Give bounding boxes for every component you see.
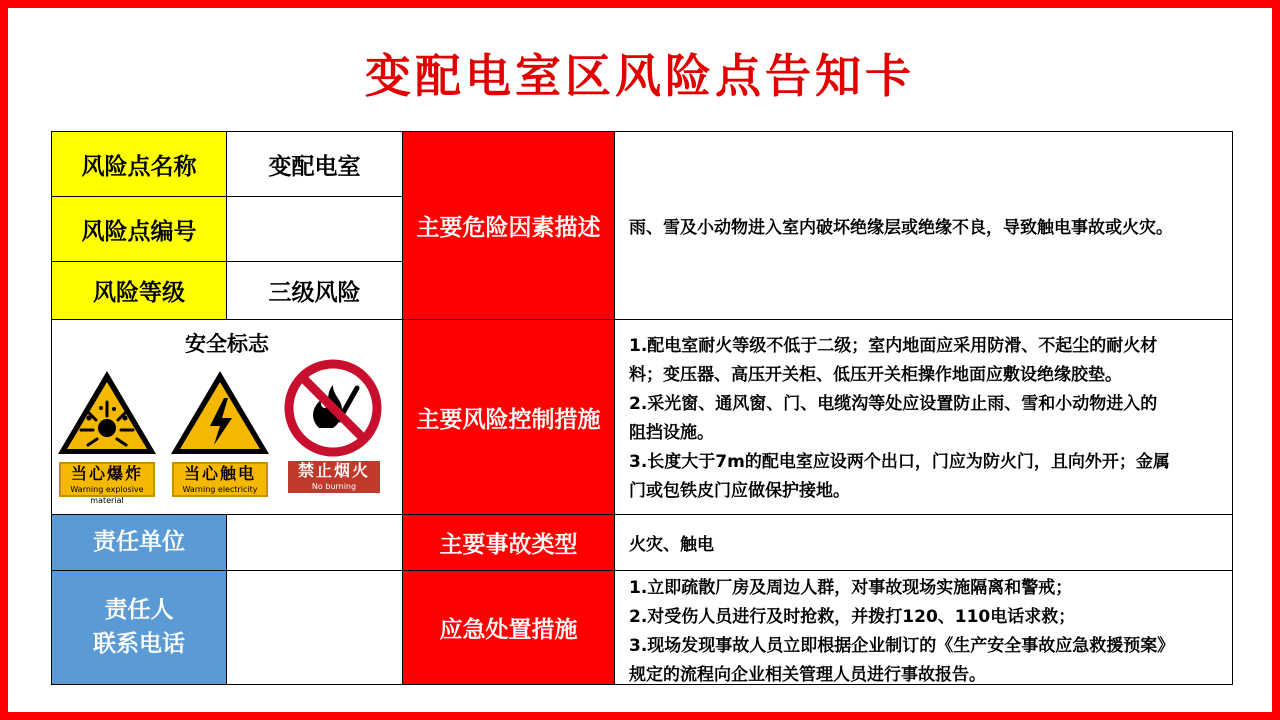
- risk-name-value: 变配电室: [226, 131, 403, 197]
- emergency-label: 应急处置措施: [402, 570, 615, 685]
- contact-value: [226, 570, 403, 685]
- control-label: 主要风险控制措施: [402, 319, 615, 515]
- control-measures: [614, 319, 1233, 515]
- explosion-warning-icon: [55, 368, 159, 458]
- control-line: 料；变压器、高压开关柜、低压开关柜操作地面应敷设绝缘胶垫。: [629, 365, 1122, 385]
- no-burning-icon: [283, 358, 383, 458]
- accident-type-text: 火灾、触电: [614, 514, 1233, 571]
- control-line: 1.配电室耐火等级不低于二级；室内地面应采用防滑、不起尘的耐火材: [629, 336, 1158, 356]
- electricity-sign-label: 当心触电 Warning electricity: [172, 462, 268, 497]
- risk-code-value: [226, 196, 403, 262]
- emergency-line: 3.现场发现事故人员立即根据企业制订的《生产安全事故应急救援预案》: [629, 636, 1175, 656]
- risk-name-label: 风险点名称: [51, 131, 227, 197]
- electric-shock-warning-icon: [168, 368, 272, 458]
- explosion-sign-label: 当心爆炸 Warning explosive material: [59, 462, 155, 497]
- page-title: 变配电室区风险点告知卡: [365, 49, 915, 103]
- hazard-text: 雨、雪及小动物进入室内破坏绝缘层或绝缘不良，导致触电事故或火灾。: [614, 131, 1233, 320]
- contact-label: [51, 570, 227, 685]
- control-line: 3.长度大于7m的配电室应设两个出口，门应为防火门，且向外开；金属: [629, 452, 1170, 472]
- risk-code-label: 风险点编号: [51, 196, 227, 262]
- risk-level-value: 三级风险: [226, 261, 403, 320]
- contact-label-line1: 责任人: [104, 597, 174, 624]
- emergency-line: 2.对受伤人员进行及时抢救，并拨打120、110电话求救；: [629, 607, 1076, 627]
- risk-level-label: 风险等级: [51, 261, 227, 320]
- emergency-line: 1.立即疏散厂房及周边人群，对事故现场实施隔离和警戒；: [629, 578, 1073, 598]
- emergency-measures: [614, 570, 1233, 685]
- responsible-unit-value: [226, 514, 403, 571]
- control-line: 阻挡设施。: [629, 423, 714, 443]
- no-burning-sign-label: 禁止烟火 No burning: [288, 461, 380, 493]
- control-line: 门或包铁皮门应做保护接地。: [629, 481, 850, 501]
- accident-type-label: 主要事故类型: [402, 514, 615, 571]
- emergency-line: 规定的流程向企业相关管理人员进行事故报告。: [629, 665, 986, 685]
- safety-signs-title: 安全标志: [185, 332, 269, 356]
- responsible-unit-label: 责任单位: [51, 514, 227, 571]
- hazard-label: 主要危险因素描述: [402, 131, 615, 320]
- control-line: 2.采光窗、通风窗、门、电缆沟等处应设置防止雨、雪和小动物进入的: [629, 394, 1158, 414]
- contact-label-line2: 联系电话: [93, 630, 185, 657]
